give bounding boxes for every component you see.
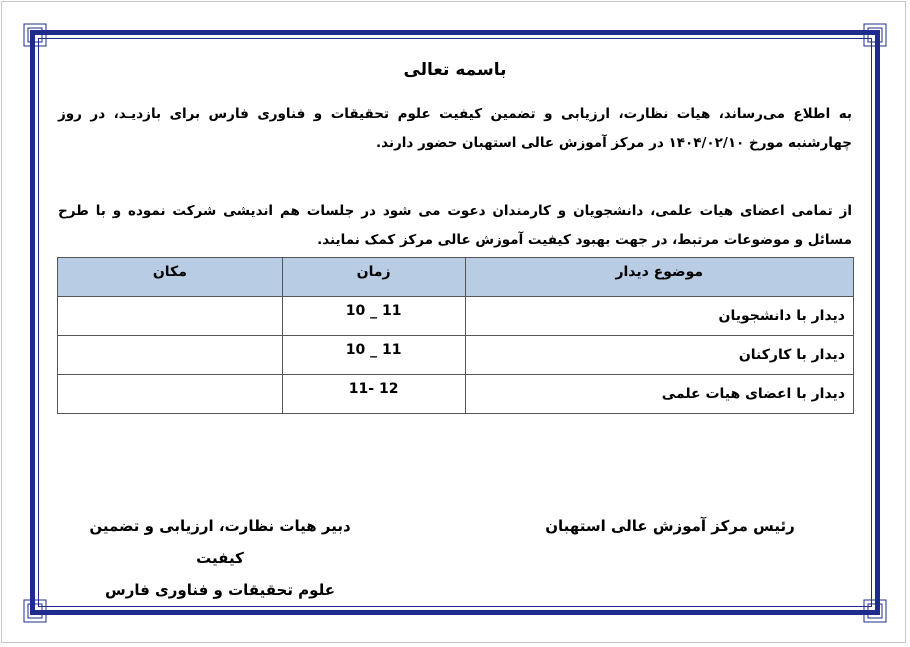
row-time: 12 -11 xyxy=(282,375,465,414)
header-subject: موضوع دیدار xyxy=(465,258,854,297)
table-row xyxy=(58,297,854,336)
row-time: 11 _ 10 xyxy=(282,297,465,336)
signature-secretary-line1: دبیر هیات نظارت، ارزیابی و تضمین کیفیت xyxy=(89,517,351,567)
signature-secretary-line2: علوم تحقیقات و فناوری فارس xyxy=(105,581,335,599)
signature-head xyxy=(540,510,800,542)
row-time: 11 _ 10 xyxy=(282,336,465,375)
invitation-paragraph: از تمامی اعضای هیات علمی، دانشجویان و کارمندان دعوت می شود در جلسات هم اندیشی شرکت نموده و با طرح مسائل و موضوعات مرتبط، در جهت بهبود کیفیت آموزش عالی مرکز کمک نمایند. xyxy=(58,203,852,248)
signature-secretary xyxy=(70,510,370,606)
document-title: باسمه تعالی xyxy=(403,60,507,80)
meeting-schedule-table xyxy=(57,257,854,414)
row-subject: دیدار با کارکنان xyxy=(465,336,854,375)
header-time: زمان xyxy=(282,258,465,297)
row-subject: دیدار با دانشجویان xyxy=(465,297,854,336)
row-subject: دیدار با اعضای هیات علمی xyxy=(465,375,854,414)
table-row xyxy=(58,375,854,414)
table-row xyxy=(58,336,854,375)
corner-ornament-top-right xyxy=(862,22,888,48)
corner-ornament-bottom-left xyxy=(22,598,48,624)
signature-head-line1: رئیس مرکز آموزش عالی استهبان xyxy=(545,517,795,535)
row-place xyxy=(58,297,283,336)
row-place xyxy=(58,375,283,414)
row-place xyxy=(58,336,283,375)
corner-ornament-bottom-right xyxy=(862,598,888,624)
corner-ornament-top-left xyxy=(22,22,48,48)
announcement-paragraph: به اطلاع می‌رساند، هیات نظارت، ارزیابی و تضمین کیفیت علوم تحقیقات و فناوری فارس برای بازدیـد، در روز چهارشنبه مورخ ۱۴۰۴/۰۲/۱۰ در مرکز آموزش عالی استهبان حضور دارند. xyxy=(58,106,852,151)
table-header-row xyxy=(58,258,854,297)
header-place: مکان xyxy=(58,258,283,297)
